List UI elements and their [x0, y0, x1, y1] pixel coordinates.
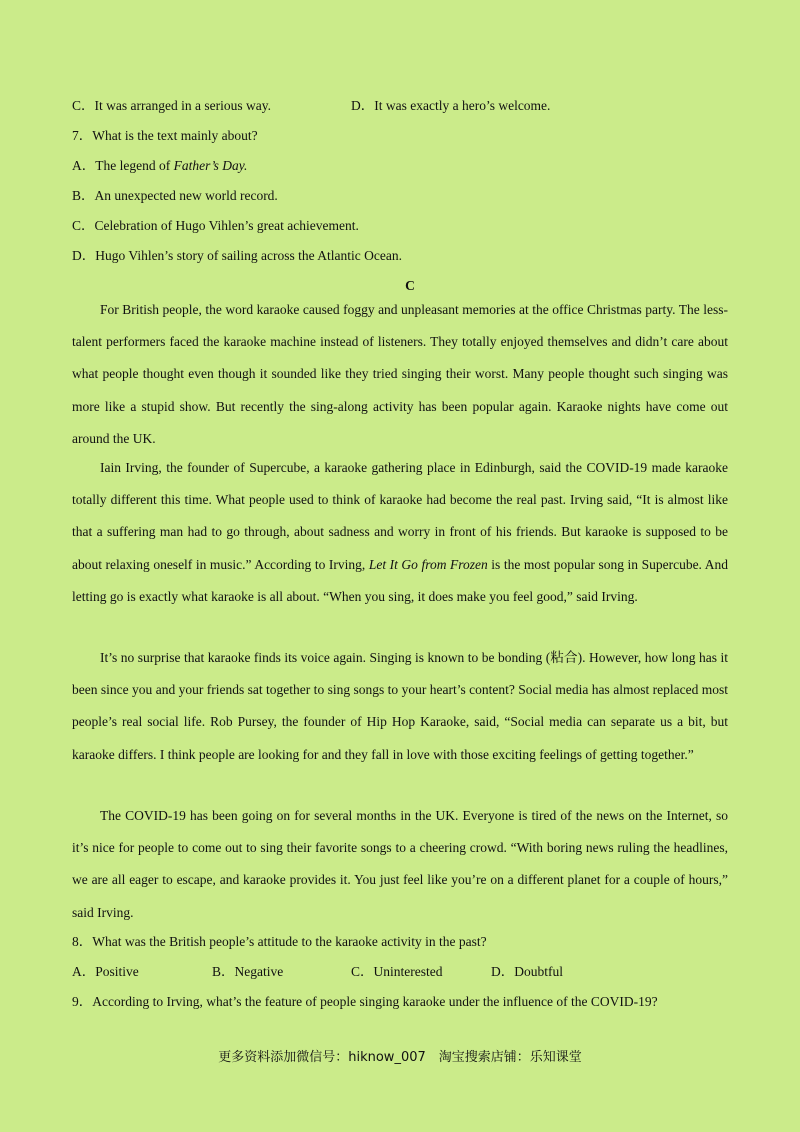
- q6-option-d: D．It was exactly a hero’s welcome.: [351, 98, 551, 113]
- q9-question: 9．According to Irving, what’s the feature of people singing karaoke under the influence of the COVID-19?: [72, 994, 658, 1009]
- footer-promo-text: 更多资料添加微信号：hiknow_007 淘宝搜索店铺：乐知课堂: [218, 1050, 582, 1065]
- passage-paragraph-1: For British people, the word karaoke caused foggy and unpleasant memories at the office Christmas party. The less-talent performers faced the karaoke machine instead of listeners. They totally enjoyed themselves and didn’t care about what people thought even though it sounded like they tried singing their worst. Many people thought such singing was more like a stupid show. But recently the sing-along activity has been popular again. Karaoke nights have come out around the UK.: [72, 302, 728, 446]
- q7-option-a-text: A．The legend of: [72, 158, 174, 173]
- q8-option-d: D．Doubtful: [491, 964, 563, 979]
- q6-option-c: C．It was arranged in a serious way.: [72, 98, 271, 113]
- q7-option-d: D．Hugo Vihlen’s story of sailing across the Atlantic Ocean.: [72, 248, 403, 263]
- q7-option-b: B．An unexpected new world record.: [72, 188, 278, 203]
- passage-paragraph-3: It’s no surprise that karaoke finds its voice again. Singing is known to be bonding (粘合). However, how long has it been since you and your friends sat together to sing songs to your heart’s content? Social media has almost replaced most people’s real social life. Rob Pursey, the founder of Hip Hop Karaoke, said, “Social media can separate us a bit, but karaoke differs. I think people are looking for and they fall in love with those exciting feelings of getting together.”: [72, 650, 728, 762]
- passage-paragraph-2: [72, 452, 728, 613]
- section-heading: C: [405, 278, 415, 293]
- passage-paragraph-2-song-title: Let It Go from Frozen: [368, 556, 488, 572]
- q8-option-c: C．Uninterested: [351, 964, 443, 979]
- passage-paragraph-2-text-b: is the most popular song in Supercube. And letting go is exactly what karaoke is all about. “When you sing, it does make you feel good,” said Irving.: [72, 556, 728, 604]
- q7-option-a-italic: Father’s Day.: [173, 158, 248, 173]
- passage-paragraph-2-text-a: Iain Irving, the founder of Supercube, a karaoke gathering place in Edinburgh, said the COVID-19 made karaoke totally different this time. What people used to think of karaoke had become the real past. Irving said, “It is almost like that a suffering man had to go through, about sadness and worry in front of his friends. But karaoke is supposed to be about relaxing oneself in music.” According to Irving,: [72, 460, 728, 572]
- q8-question: 8．What was the British people’s attitude to the karaoke activity in the past?: [72, 934, 487, 949]
- q7-question: 7．What is the text mainly about?: [72, 128, 258, 143]
- passage-paragraph-4: The COVID-19 has been going on for several months in the UK. Everyone is tired of the news on the Internet, so it’s nice for people to come out to sing their favorite songs to a cheering crowd. “With boring news ruling the headlines, we are all eager to escape, and karaoke provides it. You just feel like you’re on a different planet for a couple of hours,” said Irving.: [72, 808, 728, 920]
- q8-option-b: B．Negative: [212, 964, 284, 979]
- q8-option-a: A．Positive: [72, 964, 139, 979]
- q7-option-c: C．Celebration of Hugo Vihlen’s great achievement.: [72, 218, 359, 233]
- q7-option-a: [72, 158, 247, 174]
